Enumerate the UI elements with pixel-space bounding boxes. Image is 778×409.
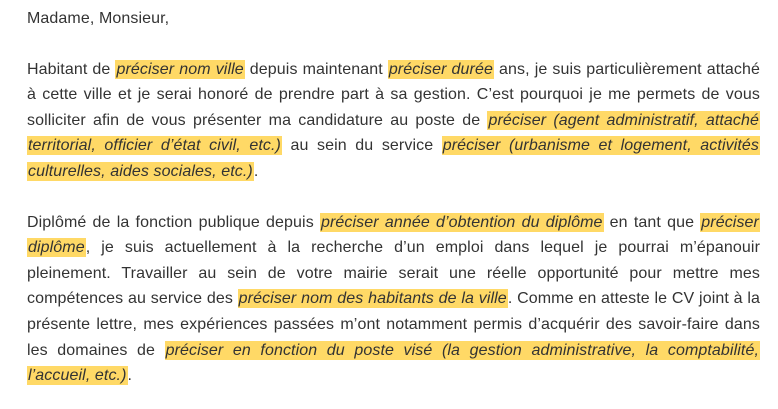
paragraph-2 [27, 210, 760, 389]
text-segment: . [253, 162, 259, 180]
placeholder-inhabitants-name: préciser nom des habitants de la ville [238, 290, 507, 308]
text-segment: au sein du service [281, 137, 442, 155]
text-segment: depuis maintenant [244, 60, 388, 78]
text-segment: , je suis actuellement à la recherche d’un emploi dans lequel je pourrai m’épanouir pleinement. Travailler au sein de votre mairie serait une réelle opportunité pour mettre mes compétences au service des [27, 239, 760, 308]
placeholder-diploma: préciser diplôme [28, 213, 759, 257]
paragraph-1 [27, 57, 760, 185]
text-segment: . Comme en atteste le CV joint à la présente lettre, mes expériences passées m’ont notamment permis d’acquérir des savoir-faire dans les domaines de [27, 290, 760, 359]
placeholder-service: préciser (urbanisme et logement, activités culturelles, aides sociales, etc.) [28, 137, 759, 180]
placeholder-duration: préciser durée [388, 60, 493, 78]
placeholder-diploma-year: préciser année d’obtention du diplôme [320, 213, 603, 231]
greeting: Madame, Monsieur, [27, 10, 170, 27]
text-segment: Diplômé de la fonction publique depuis [27, 213, 320, 231]
text-segment: ans, je suis particulièrement attaché à cette ville et je serai honoré de prendre part à sa gestion. C’est pourquoi je me permets de vous solliciter afin de vous présenter ma candidature au poste de [27, 60, 760, 129]
placeholder-city-name: préciser nom ville [116, 60, 244, 78]
text-segment: Habitant de [27, 60, 116, 78]
placeholder-position: préciser (agent administratif, attaché territorial, officier d’état civil, etc.) [28, 111, 760, 155]
cover-letter [0, 6, 760, 389]
text-segment: . [127, 367, 133, 385]
placeholder-domains: préciser en fonction du poste visé (la gestion administrative, la comptabilité, l’accueil, etc.) [28, 341, 759, 385]
text-segment: en tant que [603, 213, 701, 231]
